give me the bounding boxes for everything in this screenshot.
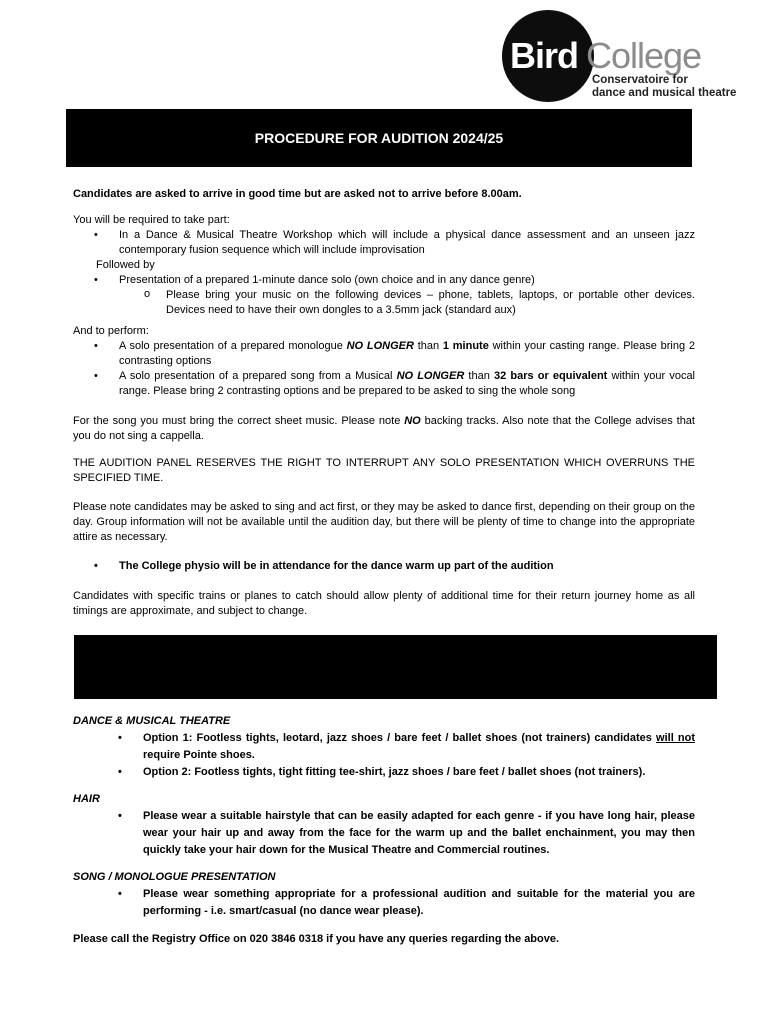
solo-list bbox=[73, 273, 695, 288]
dance-options-list bbox=[73, 730, 695, 781]
list-item bbox=[73, 808, 695, 859]
dress-code-section bbox=[73, 713, 695, 781]
music-sublist bbox=[73, 288, 695, 318]
music-devices-text: Please bring your music on the following devices – phone, tablets, laptops, or portable other devices. Devices need to have their own dongles to a 3.5mm jack (standard aux) bbox=[166, 289, 695, 316]
option2-text: Option 2: Footless tights, tight fitting tee-shirt, jazz shoes / bare feet / ballet shoes (not trainers). bbox=[143, 766, 646, 778]
logo-tagline-line-2: dance and musical theatre bbox=[592, 87, 737, 99]
hair-list bbox=[73, 808, 695, 859]
followed-by: Followed by bbox=[96, 259, 155, 271]
redacted-banner bbox=[74, 635, 717, 699]
monologue-text-a: A solo presentation of a prepared monologue bbox=[119, 340, 347, 352]
list-item bbox=[73, 228, 695, 258]
monologue-text-b: than bbox=[413, 340, 443, 352]
take-part-list bbox=[73, 228, 695, 258]
arrival-notice: Candidates are asked to arrive in good time but are asked not to arrive before 8.00am. bbox=[73, 188, 522, 200]
logo-tagline-line-1: Conservatoire for bbox=[592, 74, 688, 86]
perform-section bbox=[73, 324, 695, 399]
list-item bbox=[73, 886, 695, 920]
song-text-b: than bbox=[464, 370, 494, 382]
physio-section bbox=[73, 559, 695, 574]
page-title: PROCEDURE FOR AUDITION 2024/25 bbox=[254, 129, 504, 146]
song-text-a: A solo presentation of a prepared song from a Musical bbox=[119, 370, 397, 382]
option1-will-not: will not bbox=[656, 732, 695, 744]
sheet-music-no: NO bbox=[404, 415, 421, 427]
hair-section bbox=[73, 791, 695, 859]
monologue-no-longer: NO LONGER bbox=[346, 340, 414, 352]
list-item bbox=[73, 339, 695, 369]
option1-text-b: require Pointe shoes. bbox=[143, 749, 255, 761]
option1-text-a: Option 1: Footless tights, leotard, jazz shoes / bare feet / ballet shoes (not trainers) candidates bbox=[143, 732, 657, 744]
bird-college-logo bbox=[502, 8, 752, 108]
physio-text: The College physio will be in attendance for the dance warm up part of the audition bbox=[119, 560, 554, 572]
list-item bbox=[73, 764, 695, 781]
logo-bird-text: Bird bbox=[510, 35, 578, 76]
monologue-text-c: within your casting range. Please bring 2 contrasting options bbox=[119, 340, 695, 367]
list-item bbox=[73, 559, 695, 574]
list-item bbox=[73, 288, 695, 318]
song-heading: SONG / MONOLOGUE PRESENTATION bbox=[73, 871, 276, 883]
order-note: Please note candidates may be asked to sing and act first, or they may be asked to dance first, depending on their group on the day. Group information will not be available until the audition day, but there will be plenty of time to change into the appropriate attire as necessary. bbox=[73, 501, 695, 543]
logo-tagline bbox=[592, 74, 736, 100]
song-text-c: within your vocal range. Please bring 2 contrasting options and be prepared to be asked to sing the whole song bbox=[119, 370, 695, 397]
song-dress-section bbox=[73, 869, 695, 920]
hair-text: Please wear a suitable hairstyle that can be easily adapted for each genre - if you have long hair, please wear your hair up and away from the face for the warm up and the ballet enchainment, you may then quickly take your hair down for the Musical Theatre and Commercial routines. bbox=[143, 810, 695, 856]
page-title-bar bbox=[66, 109, 692, 167]
sheet-music-text-a: For the song you must bring the correct sheet music. Please note bbox=[73, 415, 405, 427]
dance-heading: DANCE & MUSICAL THEATRE bbox=[73, 715, 231, 727]
song-dress-text: Please wear something appropriate for a professional audition and suitable for the material you are performing - i.e. smart/casual (no dance wear please). bbox=[143, 888, 695, 917]
sheet-music-text-b: backing tracks. Also note that the College advises that you do not sing a cappella. bbox=[73, 415, 695, 442]
sheet-music-note bbox=[73, 414, 695, 444]
hair-heading: HAIR bbox=[73, 793, 100, 805]
dance-solo-text: Presentation of a prepared 1-minute dance solo (own choice and in any dance genre) bbox=[119, 274, 535, 286]
travel-note: Candidates with specific trains or planes to catch should allow plenty of additional time for their return journey home as all timings are approximate, and subject to change. bbox=[73, 590, 695, 617]
list-item bbox=[73, 273, 695, 288]
logo-college-text: College bbox=[586, 35, 702, 76]
take-part-intro: You will be required to take part: bbox=[73, 214, 230, 226]
workshop-text: In a Dance & Musical Theatre Workshop which will include a physical dance assessment and an unseen jazz contemporary fusion sequence which will include improvisation bbox=[119, 229, 695, 256]
take-part-section bbox=[73, 213, 695, 318]
contact-note: Please call the Registry Office on 020 3846 0318 if you have any queries regarding the above. bbox=[73, 933, 560, 945]
song-limit: 32 bars or equivalent bbox=[494, 370, 608, 382]
song-dress-list bbox=[73, 886, 695, 920]
physio-list bbox=[73, 559, 695, 574]
list-item bbox=[73, 369, 695, 399]
song-no-longer: NO LONGER bbox=[396, 370, 465, 382]
list-item bbox=[73, 730, 695, 764]
perform-list bbox=[73, 339, 695, 399]
monologue-limit: 1 minute bbox=[442, 340, 489, 352]
panel-notice: THE AUDITION PANEL RESERVES THE RIGHT TO INTERRUPT ANY SOLO PRESENTATION WHICH OVERRUNS THE SPECIFIED TIME. bbox=[73, 457, 695, 484]
perform-intro: And to perform: bbox=[73, 325, 149, 337]
